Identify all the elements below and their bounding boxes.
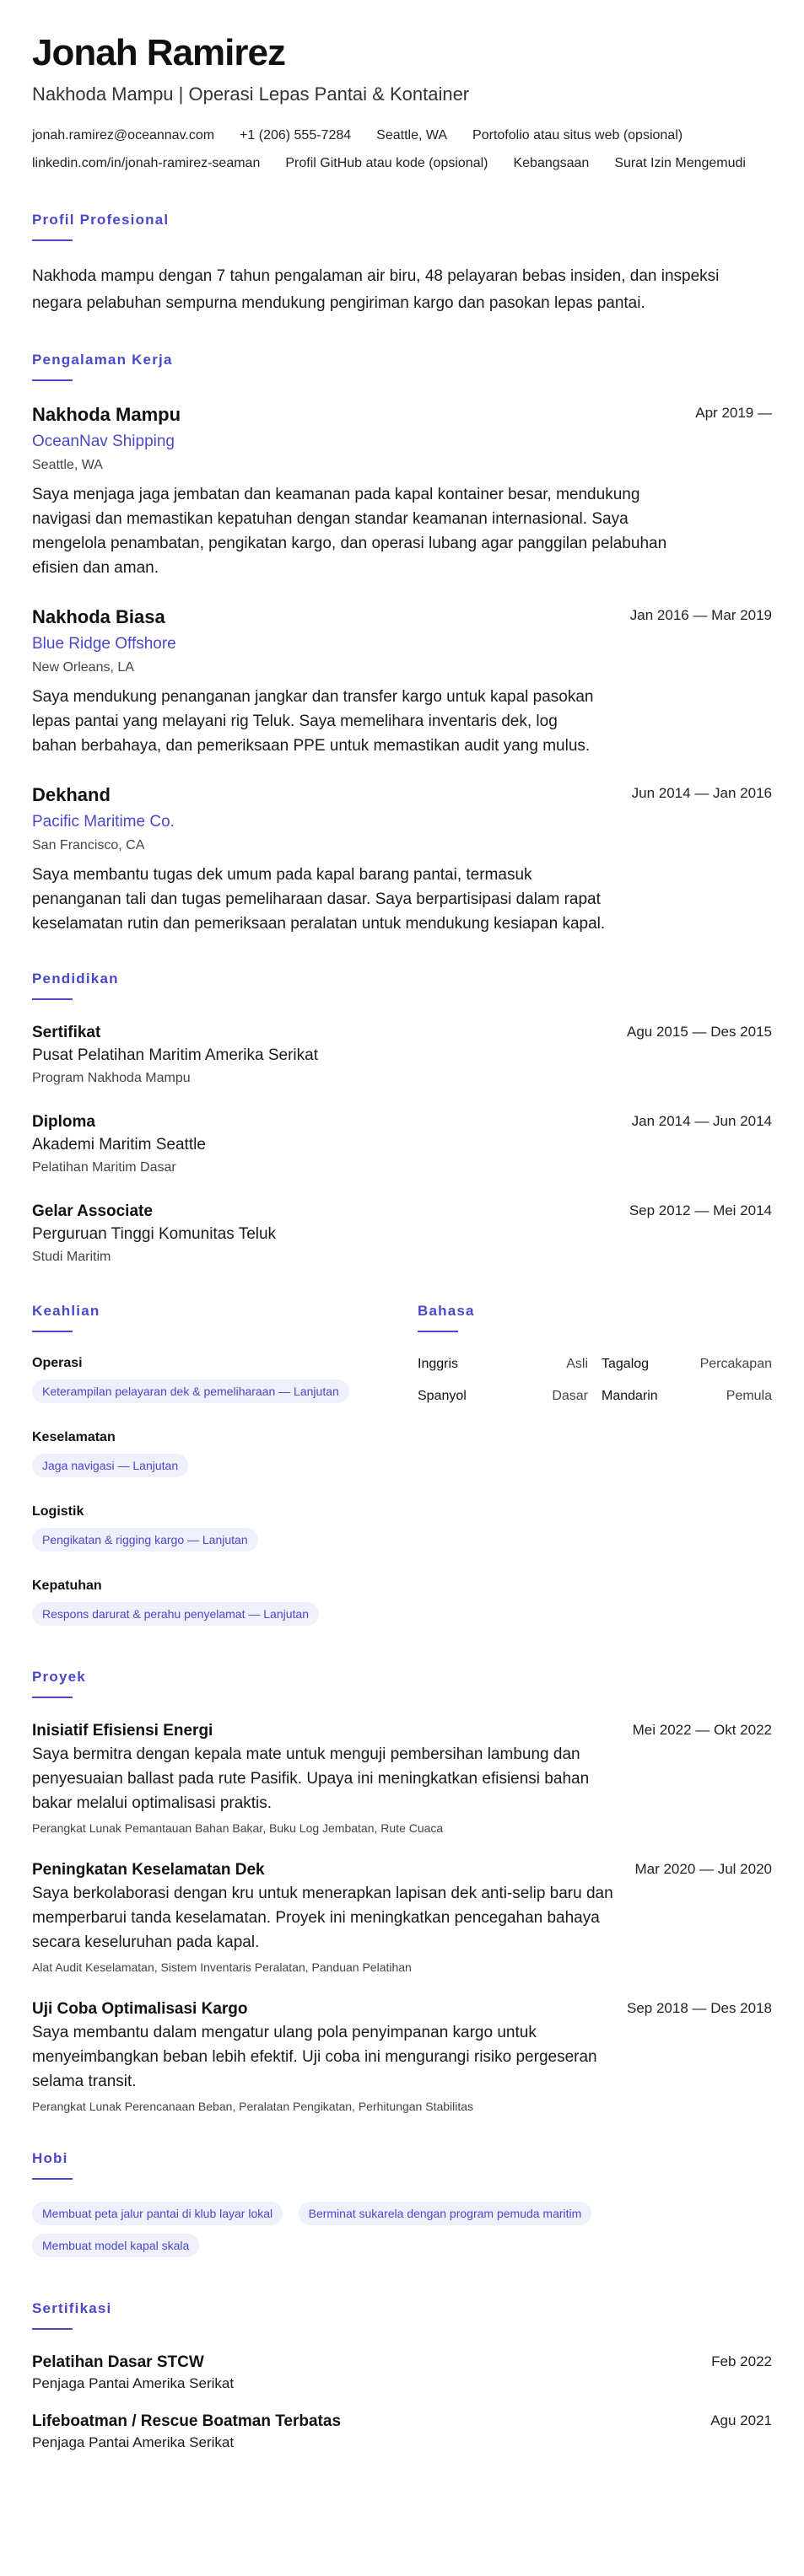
skill-group — [32, 1354, 418, 1412]
language-name: Spanyol — [418, 1389, 467, 1403]
skill-category: Kepatuhan — [32, 1578, 102, 1593]
education-dates: Agu 2015 — Des 2015 — [626, 1024, 772, 1040]
job-company: Pacific Maritime Co. — [32, 813, 175, 831]
education-degree: Diploma — [32, 1113, 95, 1131]
education-field: Studi Maritim — [32, 1250, 111, 1264]
education-field: Program Nakhoda Mampu — [32, 1071, 191, 1085]
education-dates: Sep 2012 — Mei 2014 — [629, 1202, 772, 1218]
contact-linkedin[interactable]: linkedin.com/in/jonah-ramirez-seaman — [32, 156, 261, 170]
certification-issuer: Penjaga Pantai Amerika Serikat — [32, 2434, 235, 2450]
language-level: Dasar — [552, 1389, 588, 1403]
education-dates: Jan 2014 — Jun 2014 — [631, 1113, 772, 1129]
section-title: Hobi — [32, 2150, 68, 2166]
section-title: Profil Profesional — [32, 212, 170, 228]
job-description: Saya mendukung penanganan jangkar dan transfer kargo untuk kapal pasokan lepas pantai yang melayani rig Teluk. Saya memelihara inventaris dek, log bahan berbahaya, dan pemeriksaan PPE untuk memastikan audit yang mulus. — [32, 688, 594, 755]
job-dates: Jun 2014 — Jan 2016 — [631, 785, 772, 801]
certification-name: Lifeboatman / Rescue Boatman Terbatas — [32, 2412, 342, 2430]
education-school: Perguruan Tinggi Komunitas Teluk — [32, 1225, 277, 1243]
job-role: Nakhoda Mampu — [32, 404, 181, 425]
certification-date: Agu 2021 — [710, 2412, 772, 2428]
section-title: Proyek — [32, 1669, 86, 1685]
contact-email[interactable]: jonah.ramirez@oceannav.com — [32, 128, 215, 143]
section-title: Pendidikan — [32, 971, 119, 987]
experience-section — [32, 351, 772, 936]
job-dates: Apr 2019 — — [695, 405, 772, 421]
certification-entry — [32, 2411, 772, 2453]
contact-nationality: Kebangsaan — [513, 156, 590, 170]
education-degree: Gelar Associate — [32, 1202, 153, 1220]
languages-section — [418, 1302, 772, 1634]
section-title: Bahasa — [418, 1303, 475, 1319]
contact-github[interactable]: Profil GitHub atau kode (opsional) — [285, 156, 488, 170]
language-name: Inggris — [418, 1357, 459, 1371]
language-level: Pemula — [726, 1389, 772, 1403]
language-item — [418, 1386, 588, 1406]
language-list — [418, 1354, 772, 1406]
skill-chip: Pengikatan & rigging kargo — Lanjutan — [32, 1528, 258, 1552]
skill-group — [32, 1503, 418, 1560]
skill-category: Operasi — [32, 1356, 83, 1370]
candidate-name: Jonah Ramirez — [32, 32, 285, 73]
certification-date: Feb 2022 — [711, 2353, 772, 2369]
summary-text: Nakhoda mampu dengan 7 tahun pengalaman air biru, 48 pelayaran bebas insiden, dan inspeksi negara pelabuhan sempurna mendukung pengiriman kargo dan pasokan lepas pantai. — [32, 267, 720, 312]
project-dates: Sep 2018 — Des 2018 — [626, 2000, 772, 2016]
project-entry — [32, 1720, 772, 1837]
project-dates: Mar 2020 — Jul 2020 — [634, 1861, 772, 1877]
summary-section — [32, 211, 772, 317]
section-title: Keahlian — [32, 1303, 100, 1319]
hobby-list — [32, 2202, 673, 2266]
section-divider — [32, 998, 73, 1000]
language-level: Asli — [566, 1357, 588, 1371]
education-school: Akademi Maritim Seattle — [32, 1136, 206, 1154]
language-item — [602, 1386, 772, 1406]
job-role: Nakhoda Biasa — [32, 606, 165, 627]
education-entry — [32, 1022, 772, 1089]
project-name: Peningkatan Keselamatan Dek — [32, 1861, 265, 1879]
project-tools: Alat Audit Keselamatan, Sistem Inventaris Peralatan, Panduan Pelatihan — [32, 1960, 412, 1974]
skill-group — [32, 1577, 418, 1634]
education-entry — [32, 1111, 772, 1179]
skills-languages-row — [32, 1302, 772, 1634]
section-divider — [32, 379, 73, 381]
project-tools: Perangkat Lunak Perencanaan Beban, Peralatan Pengikatan, Perhitungan Stabilitas — [32, 2100, 474, 2113]
skill-chip: Jaga navigasi — Lanjutan — [32, 1454, 188, 1477]
certification-name: Pelatihan Dasar STCW — [32, 2353, 204, 2371]
language-level: Percakapan — [699, 1357, 772, 1371]
job-entry — [32, 605, 772, 758]
skill-chip: Respons darurat & perahu penyelamat — Lanjutan — [32, 1602, 319, 1626]
contact-location: Seattle, WA — [376, 128, 448, 143]
language-name: Mandarin — [602, 1389, 658, 1403]
skill-group — [32, 1428, 418, 1486]
language-item — [602, 1354, 772, 1374]
project-tools: Perangkat Lunak Pemantauan Bahan Bakar, Buku Log Jembatan, Rute Cuaca — [32, 1821, 444, 1835]
resume-header — [32, 32, 772, 177]
section-divider — [32, 239, 73, 241]
project-entry — [32, 1859, 772, 1976]
skills-section — [32, 1302, 418, 1634]
project-description: Saya berkolaborasi dengan kru untuk menerapkan lapisan dek anti-selip baru dan memperbarui tanda keselamatan. Proyek ini meningkatkan pencegahan bahaya secara keseluruhan pada kapal. — [32, 1885, 613, 1951]
job-description: Saya membantu tugas dek umum pada kapal barang pantai, termasuk penanganan tali dan tugas pemeliharaan dasar. Saya berpartisipasi dalam rapat keselamatan rutin dan pemeriksaan peralatan untuk mendukung kesiapan kapal. — [32, 866, 606, 933]
project-description: Saya bermitra dengan kepala mate untuk menguji pembersihan lambung dan penyesuaian ballast pada rute Pasifik. Upaya ini meningkatkan efisiensi bahan bakar melalui optimalisasi praktis. — [32, 1745, 590, 1812]
contact-list — [32, 121, 772, 177]
job-location: San Francisco, CA — [32, 838, 145, 852]
certifications-section — [32, 2299, 772, 2453]
section-title: Pengalaman Kerja — [32, 352, 173, 368]
job-entry — [32, 783, 772, 936]
section-title: Sertifikasi — [32, 2300, 112, 2316]
job-role: Dekhand — [32, 784, 111, 805]
job-entry — [32, 403, 772, 580]
hobby-chip: Berminat sukarela dengan program pemuda maritim — [299, 2202, 592, 2225]
projects-section — [32, 1668, 772, 2116]
project-name: Uji Coba Optimalisasi Kargo — [32, 2000, 248, 2018]
project-description: Saya membantu dalam mengatur ulang pola penyimpanan kargo untuk menyeimbangkan beban lebih efektif. Uji coba ini mengurangi risiko pergeseran selama transit. — [32, 2024, 597, 2090]
contact-driving-license: Surat Izin Mengemudi — [614, 156, 746, 170]
job-location: Seattle, WA — [32, 458, 103, 472]
job-dates: Jan 2016 — Mar 2019 — [629, 607, 772, 623]
hobbies-section — [32, 2149, 772, 2266]
certification-entry — [32, 2352, 772, 2394]
section-divider — [32, 1331, 73, 1332]
contact-portfolio[interactable]: Portofolio atau situs web (opsional) — [472, 128, 683, 143]
contact-phone: +1 (206) 555-7284 — [240, 128, 352, 143]
skill-category: Logistik — [32, 1504, 84, 1519]
education-degree: Sertifikat — [32, 1024, 101, 1041]
project-entry — [32, 1998, 772, 2116]
education-field: Pelatihan Maritim Dasar — [32, 1160, 176, 1175]
job-location: New Orleans, LA — [32, 660, 134, 675]
skill-category: Keselamatan — [32, 1430, 116, 1444]
certification-issuer: Penjaga Pantai Amerika Serikat — [32, 2375, 235, 2391]
education-entry — [32, 1201, 772, 1268]
job-description: Saya menjaga jaga jembatan dan keamanan pada kapal kontainer besar, mendukung navigasi dan memastikan kepatuhan dengan standar keamanan internasional. Saya mengelola penambatan, pengikatan kargo, dan operasi lubang agar panggilan pelabuhan efisien dan aman. — [32, 486, 667, 577]
skill-chip: Keterampilan pelayaran dek & pemeliharaan — Lanjutan — [32, 1379, 349, 1403]
section-divider — [32, 2328, 73, 2330]
education-school: Pusat Pelatihan Maritim Amerika Serikat — [32, 1046, 318, 1064]
candidate-headline: Nakhoda Mampu | Operasi Lepas Pantai & Kontainer — [32, 83, 470, 105]
section-divider — [418, 1331, 458, 1332]
section-divider — [32, 2178, 73, 2180]
project-dates: Mei 2022 — Okt 2022 — [632, 1722, 772, 1738]
job-company: Blue Ridge Offshore — [32, 635, 176, 653]
language-item — [418, 1354, 588, 1374]
language-name: Tagalog — [602, 1357, 650, 1371]
section-divider — [32, 1697, 73, 1698]
project-name: Inisiatif Efisiensi Energi — [32, 1722, 213, 1740]
hobby-chip: Membuat model kapal skala — [32, 2234, 199, 2257]
education-section — [32, 970, 772, 1268]
job-company: OceanNav Shipping — [32, 433, 175, 450]
hobby-chip: Membuat peta jalur pantai di klub layar lokal — [32, 2202, 283, 2225]
